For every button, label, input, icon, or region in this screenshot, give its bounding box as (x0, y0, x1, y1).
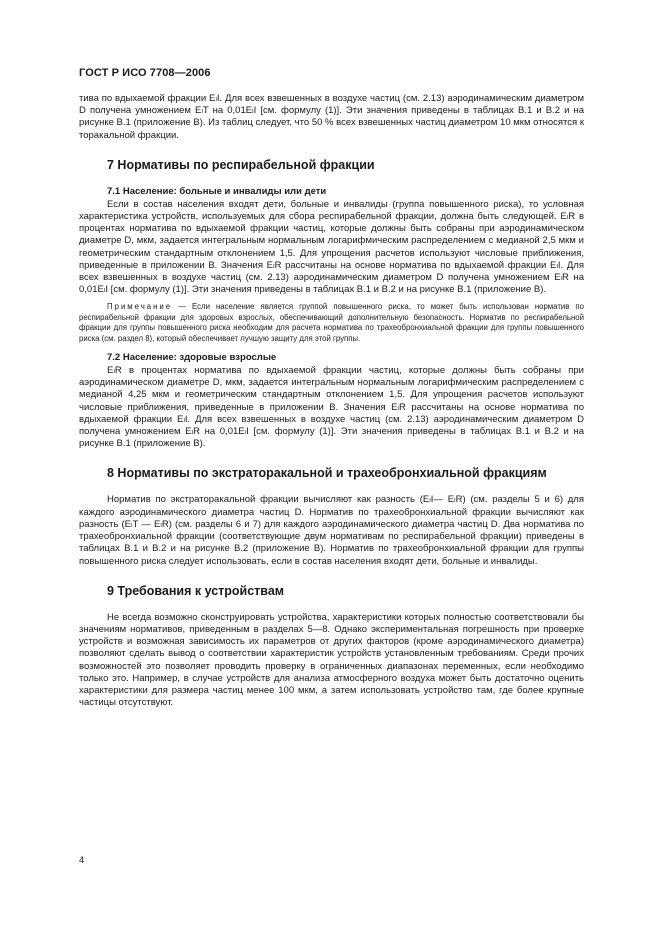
subsection-7-1-paragraph: Если в состав населения входят дети, больные и инвалиды (группа повышенного риска), то условная характеристика устройств, используемых для сбора респирабельной фракции, должна быть следующей. EₗR в процентах норматива по вдыхаемой фракции частиц, которые должны быть собраны при аэродинамическом диаметре D, мкм, задается интегральным нормальным логарифмическим распределением с медианой 2,5 мкм и геометрическим стандартным отклонением 1,5. Для упрощения расчетов используют числовые приближения, приведенные в приложении В. Значения EₗR рассчитаны на основе норматива по вдыхаемой фракции EₗI. Для всех взвешенных в воздухе частиц (см. 2.13) аэродинамическим диаметром D получена умножением EₗR на 0,01EₗI [см. формулу (1)]. Эти значения приведены в таблицах В.1 и В.2 и на рисунке В.1 (приложение В). (79, 198, 584, 296)
section-8-heading: 8 Нормативы по экстраторакальной и трахеобронхиальной фракциям (107, 466, 547, 481)
section-9-paragraph: Не всегда возможно сконструировать устройства, характеристики которых полностью соответствовали бы значениям нормативов, приведенным в разделах 5—8. Однако экспериментальная погрешность при проверке устройств и возможная зависимость их параметров от других факторов (кроме аэродинамического диаметра) позволяют сделать вывод о соответствии характеристик устройств установленным требованиям. Среди прочих возможностей это позволяет проводить проверку в ограниченных диапазонах переменных, если необходимо только это. Например, в случае устройств для анализа атмосферного воздуха может быть достаточно оценить характеристики для размера частиц менее 100 мкм, а затем использовать устройство там, где более крупные частицы отсутствуют. (79, 611, 584, 709)
section-8-paragraph: Норматив по экстраторакальной фракции вычисляют как разность (EₗI— EₗR) (см. разделы 5 и 6) для каждого аэродинамического диаметра частиц D. Норматив по трахеобронхиальной фракции вычисляют как разность (EₗT — EₗR) (см. разделы 6 и 7) для каждого аэродинамического диаметра частиц D. Два норматива по трахеобронхиальной фракции (соответствующие двум нормативам по респирабельной фракции) приведены в таблицах В.1 и В.2 и на рисунке В.2 (приложение В). Норматив по трахеобронхиальной фракции для группы повышенного риска следует использовать, если в состав населения входят дети, больные и инвалиды. (79, 494, 584, 567)
intro-paragraph: тива по вдыхаемой фракции EₗI. Для всех взвешенных в воздухе частиц (см. 2.13) аэродинамическим диаметром D получена умножением EₗT на 0,01EₗI [см. формулу (1)]. Эти значения приведены в таблицах В.1 и В.2 и на рисунке В.1 (приложение В). Из таблиц следует, что 50 % всех взвешенных частиц диаметром 10 мкм относятся к торакальной фракции. (79, 93, 584, 141)
subsection-7-2-heading: 7.2 Население: здоровые взрослые (107, 352, 277, 364)
section-7-heading: 7 Нормативы по респирабельной фракции (107, 157, 375, 172)
subsection-7-2-paragraph: EₗR в процентах норматива по вдыхаемой фракции частиц, которые должны быть собраны при аэродинамическом диаметре D, мкм, задается интегральным нормальным логарифмическим распределением с медианой 4,25 мкм и геометрическим стандартным отклонением 1,5. Для упрощения расчетов используют числовые приближения, приведенные в приложении В. Значения EₗR рассчитаны на основе норматива по вдыхаемой фракции EₗI. Для всех взвешенных в воздухе частиц (см. 2.13) аэродинамическим диаметром D получена умножением EₗR на 0,01EₗI [см. формулу (1)]. Эти значения приведены в таблицах В.1 и В.2 и на рисунке В.1 (приложение В). (79, 365, 584, 450)
note-text: — Если население является группой повышенного риска, то может быть использован норматив по респирабельной фракции для здоровых взрослых, обеспечивающий дополнительную безопасность. Норматив по респирабельной фракции для группы повышенного риска необходим для расчета норматива по трахеобронхиальной фракции для группы повышенного риска (см. раздел 8), который обеспечивает лучшую защиту для этой группы. (79, 302, 584, 343)
subsection-7-1-heading: 7.1 Население: больные и инвалиды или дети (107, 185, 327, 197)
note-paragraph (79, 302, 584, 344)
document-header: ГОСТ Р ИСО 7708—2006 (79, 67, 211, 79)
page-number: 4 (79, 855, 85, 866)
section-9-heading: 9 Требования к устройствам (107, 583, 285, 598)
page-content (79, 93, 584, 709)
note-label: Примечание (107, 302, 173, 312)
